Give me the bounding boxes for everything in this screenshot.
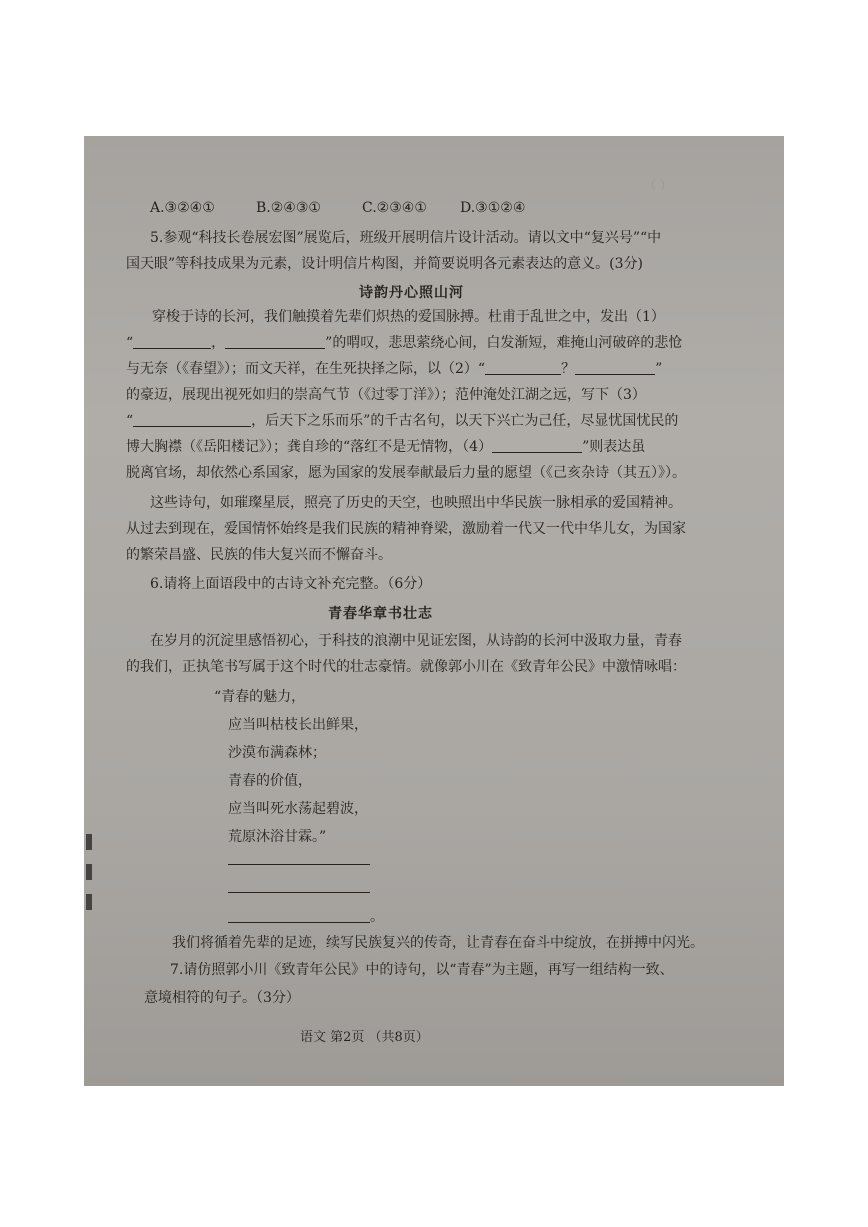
page-footer: 语文 第2页 （共8页） (300, 1030, 429, 1045)
section-title-youth: 青春华章书壮志 (328, 606, 433, 622)
paragraph-line: 在岁月的沉淀里感悟初心，于科技的浪潮中见证宏图，从诗韵的长河中汲取力量，青春 (150, 633, 682, 649)
poem-line: 应当叫死水荡起碧波， (228, 801, 368, 817)
exam-content (84, 136, 784, 1086)
answer-line-last (228, 906, 384, 926)
blank-2b[interactable] (575, 360, 655, 375)
bleed-through-text: （ ） (644, 178, 672, 192)
blank-3[interactable] (133, 412, 251, 427)
answer-line[interactable] (228, 850, 370, 865)
poem-line: 荒原沐浴甘霖。” (228, 829, 327, 845)
binding-edge-marks (84, 820, 96, 970)
poem-line: 青春的价值， (228, 773, 312, 789)
answer-blank[interactable] (228, 908, 370, 923)
answer-line[interactable] (228, 878, 370, 893)
edge-mark (86, 834, 92, 850)
photographed-exam-page (84, 136, 784, 1086)
question-7-line1: 7.请仿照郭小川《致青年公民》中的诗句，以“青春”为主题，再写一组结构一致、 (170, 962, 674, 978)
edge-mark (86, 894, 92, 910)
paragraph-line-with-blanks (126, 332, 682, 352)
quote-open: “ (126, 413, 134, 429)
answer-option-d: D.③①②④ (460, 200, 526, 216)
answer-option-b: B.②④③① (256, 200, 321, 216)
edge-mark (86, 864, 92, 880)
paragraph-text: ，后天下之乐而乐”的千古名句，以天下兴亡为己任，尽显忧国忧民的 (251, 413, 679, 429)
paragraph-line: 脱离官场，却依然心系国家，愿为国家的发展奉献最后力量的愿望（《己亥杂诗（其五）》）。 (126, 465, 686, 481)
paragraph-line: 的豪迈，展现出视死如归的崇高气节（《过零丁洋》）；范仲淹处江湖之远，写下（3） (126, 387, 646, 403)
paragraph-line: 穿梭于诗的长河，我们触摸着先辈们炽热的爱国脉搏。杜甫于乱世之中，发出（1） (152, 309, 665, 325)
quote-close: ” (655, 361, 663, 377)
question-6: 6.请将上面语段中的古诗文补充完整。（6分） (150, 576, 432, 592)
section-title-poetry: 诗韵丹心照山河 (359, 285, 464, 301)
blank-2a[interactable] (485, 360, 561, 375)
poem-line: 应当叫枯枝长出鲜果， (228, 717, 368, 733)
paragraph-text: ”则表达虽 (582, 439, 646, 455)
quote-open: “ (126, 335, 134, 351)
answer-option-a: A.③②④① (150, 200, 215, 216)
paragraph-line-with-blanks (126, 358, 662, 378)
paragraph-line-with-blanks (126, 436, 645, 456)
paragraph-text: ”的喟叹，悲思萦绕心间，白发渐短，难掩山河破碎的悲怆 (325, 335, 683, 351)
paragraph-text: 博大胸襟（《岳阳楼记》）；龚自珍的“落红不是无情物，（4） (126, 439, 493, 455)
comma: ， (211, 335, 226, 351)
poem-line: 沙漠布满森林； (228, 745, 326, 761)
paragraph-line: 这些诗句，如璀璨星辰，照亮了历史的天空，也映照出中华民族一脉相承的爱国精神。 (150, 495, 682, 511)
question-7-line2: 意境相符的句子。（3分） (144, 990, 300, 1006)
paragraph-line-with-blanks (126, 410, 678, 430)
poem-line: “青春的魅力， (214, 689, 306, 705)
paragraph-line: 的繁荣昌盛、民族的伟大复兴而不懈奋斗。 (126, 547, 392, 563)
closing-paragraph: 我们将循着先辈的足迹，续写民族复兴的传奇，让青春在奋斗中绽放，在拼搏中闪光。 (172, 935, 704, 951)
blank-1b[interactable] (225, 334, 325, 349)
answer-option-c: C.②③④① (362, 200, 427, 216)
paragraph-line: 的我们，正执笔书写属于这个时代的壮志豪情。就像郭小川在《致青年公民》中激情咏唱： (126, 659, 686, 675)
question-5-line2: 国天眼”等科技成果为元素，设计明信片构图，并简要说明各元素表达的意义。(3分) (126, 256, 643, 272)
blank-1a[interactable] (133, 334, 211, 349)
paragraph-line: 从过去到现在，爱国情怀始终是我们民族的精神脊梁，激励着一代又一代中华儿女，为国家 (126, 521, 686, 537)
blank-4[interactable] (492, 438, 582, 453)
question-5-line1: 5.参观“科技长卷展宏图”展览后，班级开展明信片设计活动。请以文中“复兴号”“中 (150, 230, 662, 246)
period: 。 (370, 909, 384, 925)
paragraph-text: 与无奈（《春望》）；而文天祥，在生死抉择之际，以（2）“ (126, 361, 486, 377)
question-mark: ？ (561, 361, 576, 377)
